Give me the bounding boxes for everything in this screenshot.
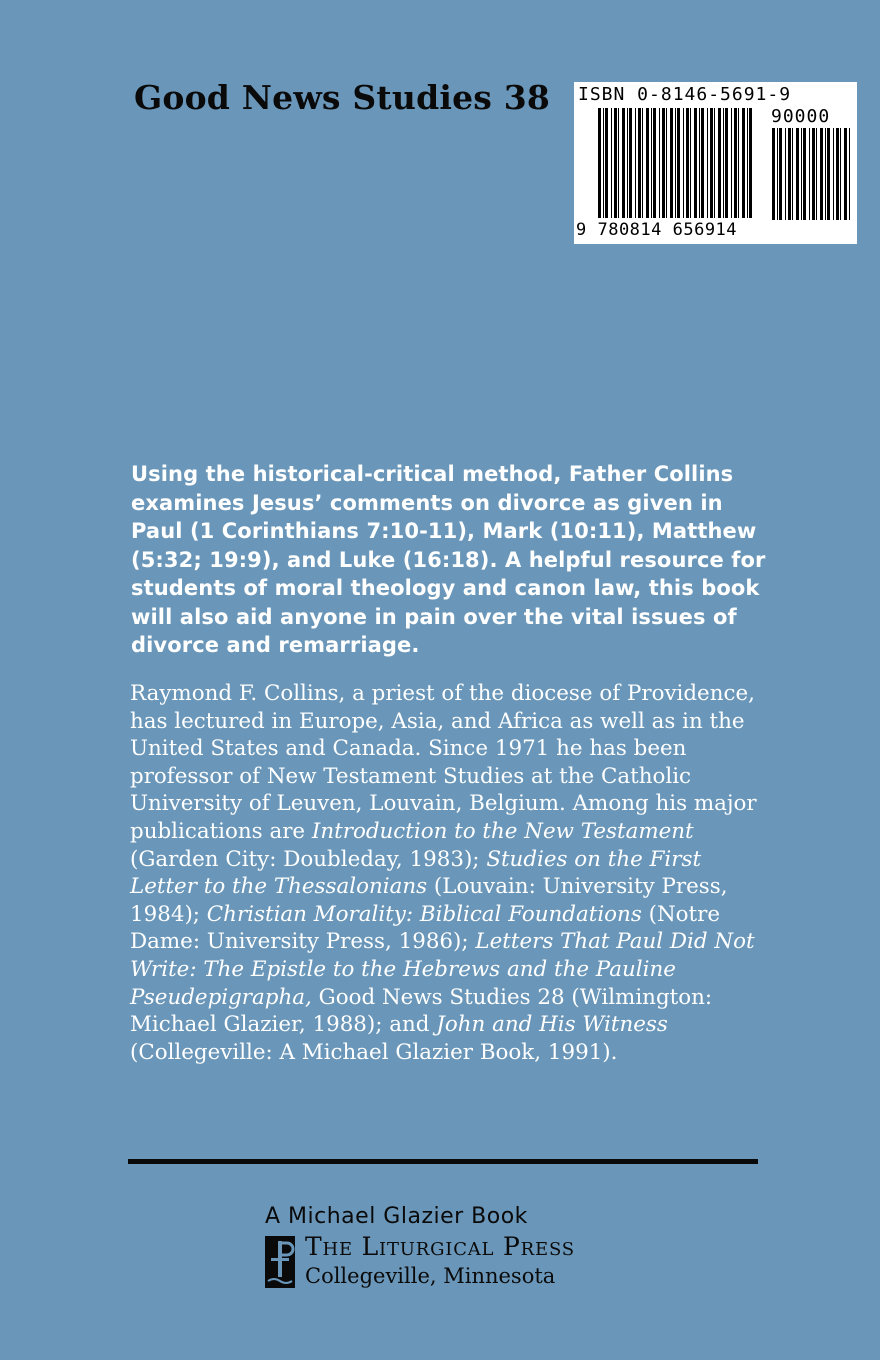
press-name: The Liturgical Press xyxy=(305,1232,575,1261)
book-publication: (Notre Dame: University Press, 1986); xyxy=(130,901,721,955)
series-title: Good News Studies 38 xyxy=(134,78,551,117)
book-title: Letters That Paul Did Not Write: The Epistle to the Hebrews and the Pauline Pseudepigrapha, xyxy=(130,929,755,1010)
press-city: Collegeville, Minnesota xyxy=(305,1264,556,1288)
liturgical-press-logo-icon xyxy=(265,1236,295,1288)
price-code: 90000 xyxy=(771,106,831,127)
divider-rule xyxy=(128,1159,758,1164)
book-publication: Good News Studies 28 (Wilmington: Michael Glazier, 1988); and xyxy=(130,984,713,1038)
book-description: Using the historical-critical method, Father Collins examines Jesus’ comments on divorce as given in Paul (1 Corinthians 7:10-11), Mark (10:11), Matthew (5:32; 19:9), and Luke (16:18). A helpful resource for students of moral theology and canon law, this book will also aid anyone in pain over the vital issues of divorce and remarriage. xyxy=(131,462,766,657)
book-publication: (Louvain: University Press, 1984); xyxy=(130,874,728,927)
author-bio xyxy=(130,680,770,1066)
book-title: John and His Witness xyxy=(436,1012,668,1038)
book-publication: (Collegeville: A Michael Glazier Book, 1991). xyxy=(130,1039,618,1065)
imprint-line: A Michael Glazier Book xyxy=(265,1204,528,1229)
book-title: Introduction to the New Testament xyxy=(311,818,694,844)
isbn-barcode xyxy=(574,82,857,244)
book-publication: (Garden City: Doubleday, 1983); xyxy=(130,846,487,872)
ean-number: 9 780814 656914 xyxy=(576,220,738,240)
bio-intro: Raymond F. Collins, a priest of the diocese of Providence, has lectured in Europe, Asia, and Africa as well as in the United States and Canada. Since 1971 he has been professor of New Testament Studies at the Catholic University of Leuven, Louvain, Belgium. Among his major publications are xyxy=(130,681,757,844)
book-title: Christian Morality: Biblical Foundations xyxy=(206,901,642,927)
book-title: Studies on the First Letter to the Thessalonians xyxy=(130,846,702,900)
isbn-number: ISBN 0-8146-5691-9 xyxy=(578,84,792,105)
